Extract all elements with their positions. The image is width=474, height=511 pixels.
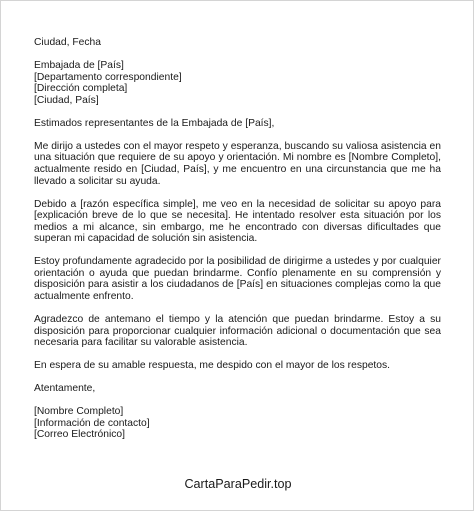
closing: Atentamente, — [34, 383, 96, 395]
body-paragraph: Me dirijo a ustedes con el mayor respeto y esperanza, buscando su valiosa asistencia en una situación que requiere de su apoyo y orientación. Mi nombre es [Nombre Completo], actualmente resido en [Ciudad, País], y me encuentro en una circunstancia que me ha llevado a solicitar su ayuda. — [34, 140, 441, 187]
body-paragraph: Agradezco de antemano el tiempo y la atención que puedan brindarme. Estoy a su disposición para proporcionar cualquier información adicional o documentación que sea necesaria para facilitar su valorable asistencia. — [34, 314, 441, 349]
greeting: Estimados representantes de la Embajada de [País], — [34, 117, 275, 129]
signature-block — [34, 406, 441, 441]
place-date: Ciudad, Fecha — [34, 37, 101, 48]
site-footer: CartaParaPedir.top — [184, 477, 292, 491]
recipient-block — [34, 60, 441, 106]
letter-body — [34, 37, 441, 452]
recipient-line: [Dirección completa] — [34, 83, 128, 95]
signature-line: [Correo Electrónico] — [34, 429, 125, 441]
body-paragraph: En espera de su amable respuesta, me despido con el mayor de los respetos. — [34, 360, 391, 372]
signature-line: [Nombre Completo] — [34, 406, 124, 418]
body-paragraph: Debido a [razón específica simple], me veo en la necesidad de solicitar su apoyo para [explicación breve de lo que se necesita]. He intentado resolver esta situación por los medios a mi alcance, sin embargo, me he encontrado con diversas dificultades que superan mi capacidad de solución sin asistencia. — [34, 198, 441, 245]
signature-line: [Información de contacto] — [34, 417, 150, 429]
body-paragraph: Estoy profundamente agradecido por la posibilidad de dirigirme a ustedes y por cualquier orientación o ayuda que puedan brindarme. Confío plenamente en su comprensión y disposición para asistir a los ciudadanos de [País] en situaciones complejas como la que actualmente enfrento. — [34, 256, 441, 303]
recipient-line: [Ciudad, País] — [34, 94, 99, 106]
recipient-line: [Departamento correspondiente] — [34, 71, 182, 83]
recipient-line: Embajada de [País] — [34, 59, 124, 71]
